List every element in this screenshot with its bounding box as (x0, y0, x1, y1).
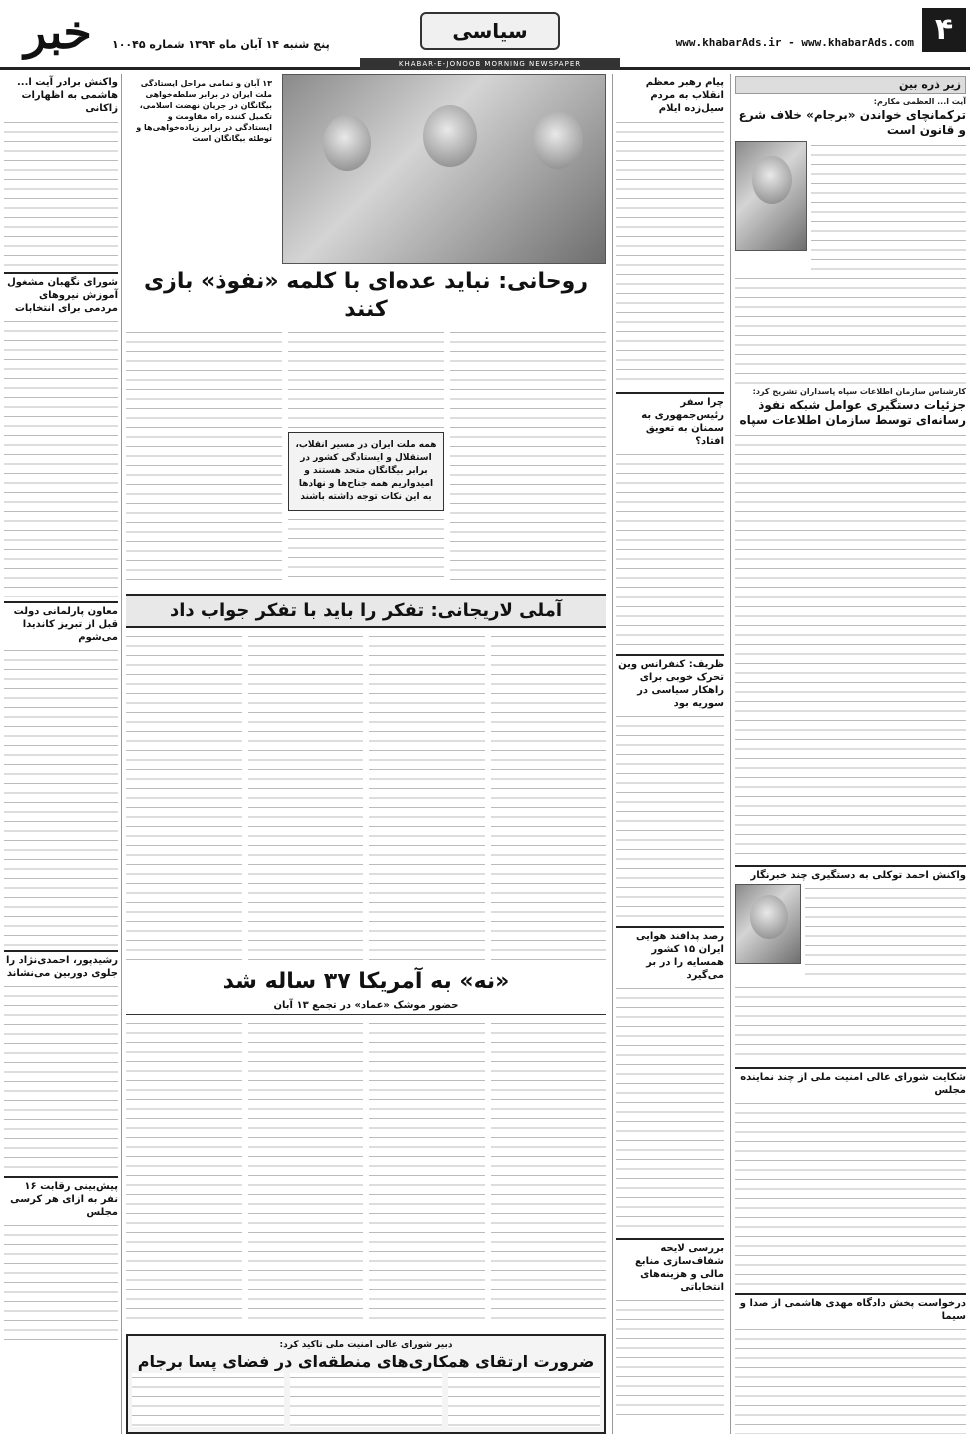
story-body (735, 983, 966, 1063)
section-title: سیاسی (420, 12, 560, 50)
story-body (735, 1325, 966, 1434)
story-body (4, 646, 118, 946)
story-body (369, 1019, 485, 1319)
right-column (730, 74, 966, 1434)
story-title[interactable]: پیش‌بینی رقابت ۱۶ نفر به ازای هر کرسی مجلس (4, 1176, 118, 1219)
story-body (126, 328, 282, 588)
story-title[interactable]: ضرورت ارتقای همکاری‌های منطقه‌ای در فضای پسا برجام (137, 1352, 595, 1371)
newspaper-logo: خبر (24, 5, 92, 59)
story-title[interactable]: واکنش احمد توکلی به دستگیری چند خبرنگار (735, 865, 966, 882)
story-body (288, 328, 444, 428)
story-body (4, 982, 118, 1172)
story-title[interactable]: رشیدپور، احمدی‌نژاد را جلوی دوربین می‌نشاند (4, 950, 118, 980)
portrait-photo (735, 884, 801, 964)
story-body (248, 1019, 364, 1319)
page-number: ۴ (922, 8, 966, 52)
story-title[interactable]: واکنش برادر آیت ا... هاشمی به اظهارات زاکانی (16, 77, 118, 114)
main-headline[interactable]: روحانی: نباید عده‌ای با کلمه «نفوذ» بازی کنند (144, 269, 588, 322)
dateline: پنج شنبه ۱۴ آبان ماه ۱۳۹۴ شماره ۱۰۰۴۵ (112, 38, 330, 51)
headline-larijani[interactable]: آملی لاریجانی: تفکر را باید با تفکر جواب داد (126, 594, 606, 628)
story-kicker: آیت ا... العظمی مکارم: (873, 97, 966, 106)
person-face (533, 111, 583, 169)
story-title[interactable]: معاون پارلمانی دولت قبل از تبریز کاندیدا می‌شوم (4, 601, 118, 644)
story-body (735, 274, 966, 384)
bottom-feature (126, 1334, 606, 1434)
story-body (126, 1019, 242, 1319)
person-face (423, 105, 477, 167)
story-body (735, 431, 966, 861)
person-face (752, 156, 792, 204)
story-body (616, 712, 724, 922)
story-title[interactable]: بررسی لایحه شفاف‌سازی منابع مالی و هزینه‌های انتخاباتی (616, 1238, 724, 1294)
main-story-area (126, 74, 606, 1434)
subhead: حضور موشک «عماد» در تجمع ۱۳ آبان (126, 1000, 606, 1015)
story-body (491, 1019, 607, 1319)
story-body (805, 884, 966, 980)
story-title[interactable]: درخواست پخش دادگاه مهدی هاشمی از صدا و سیما (735, 1293, 966, 1323)
person-face (750, 895, 788, 939)
story-body (616, 118, 724, 388)
cabinet-photo (282, 74, 606, 264)
portrait-photo (735, 141, 807, 251)
story-body (290, 1373, 442, 1427)
box-title: زیر ذره بین (735, 76, 966, 94)
story-body (616, 450, 724, 650)
story-title[interactable]: رصد پدافند هوایی ایران ۱۵ کشور همسایه را در بر می‌گیرد (616, 926, 724, 982)
newspaper-subtag: KHABAR-E-JONOOB MORNING NEWSPAPER (360, 58, 620, 70)
story-kicker: کارشناس سازمان اطلاعات سپاه پاسداران تشریح کرد: (752, 387, 966, 396)
headline-america[interactable]: «نه» به آمریکا ۳۷ ساله شد (222, 969, 510, 994)
story-body (248, 632, 364, 962)
story-body (4, 317, 118, 597)
story-body (448, 1373, 600, 1427)
story-title[interactable]: ترکمانچای خواندن «برجام» خلاف شرع و قانون است (738, 108, 966, 137)
story-body (288, 515, 444, 585)
left-column (4, 74, 122, 1434)
story-title[interactable]: جزئیات دستگیری عوامل شبکه نفوذ رسانه‌ای توسط سازمان اطلاعات سپاه (739, 398, 966, 427)
story-body (811, 141, 966, 271)
story-body (616, 1296, 724, 1416)
person-face (323, 115, 371, 171)
story-title[interactable]: شورای نگهبان مشغول آموزش نیروهای مردمی برای انتخابات (4, 272, 118, 315)
story-title[interactable]: پیام رهبر معظم انقلاب به مردم سیل‌زده ایلام (645, 77, 724, 114)
site-url[interactable]: www.khabarAds.ir - www.khabarAds.com (675, 36, 914, 49)
photo-caption: ۱۳ آبان و تمامی مراحل ایستادگی ملت ایران در برابر سلطه‌خواهی بیگانگان در جریان نهضت اسلامی، تکمیل کننده راه مقاومت و ایستادگی در برابر زیاده‌خواهی‌ها و توطئه بیگانگان است (136, 79, 272, 143)
story-title[interactable]: ظریف: کنفرانس وین تحرک خوبی برای راهکار سیاسی در سوریه بود (616, 654, 724, 710)
story-title[interactable]: شکایت شورای عالی امنیت ملی از چند نماینده مجلس (735, 1067, 966, 1097)
story-kicker: دبیر شورای عالی امنیت ملی تاکید کرد: (279, 1340, 453, 1350)
story-body (616, 984, 724, 1234)
story-body (735, 1099, 966, 1289)
story-body (450, 328, 606, 588)
story-body (369, 632, 485, 962)
story-body (491, 632, 607, 962)
story-body (132, 1373, 284, 1427)
story-body (126, 632, 242, 962)
story-body (4, 1221, 118, 1341)
middle-column (612, 74, 724, 1434)
pull-quote: همه ملت ایران در مسیر انقلاب، استقلال و ایستادگی کشور در برابر بیگانگان متحد هستند و امیدواریم همه جناح‌ها و نهادها به این نکات توجه داشته باشند (288, 432, 444, 511)
story-title[interactable]: چرا سفر رئیس‌جمهوری به سمنان به تعویق افتاد؟ (616, 392, 724, 448)
masthead (0, 0, 970, 70)
story-body (4, 118, 118, 268)
